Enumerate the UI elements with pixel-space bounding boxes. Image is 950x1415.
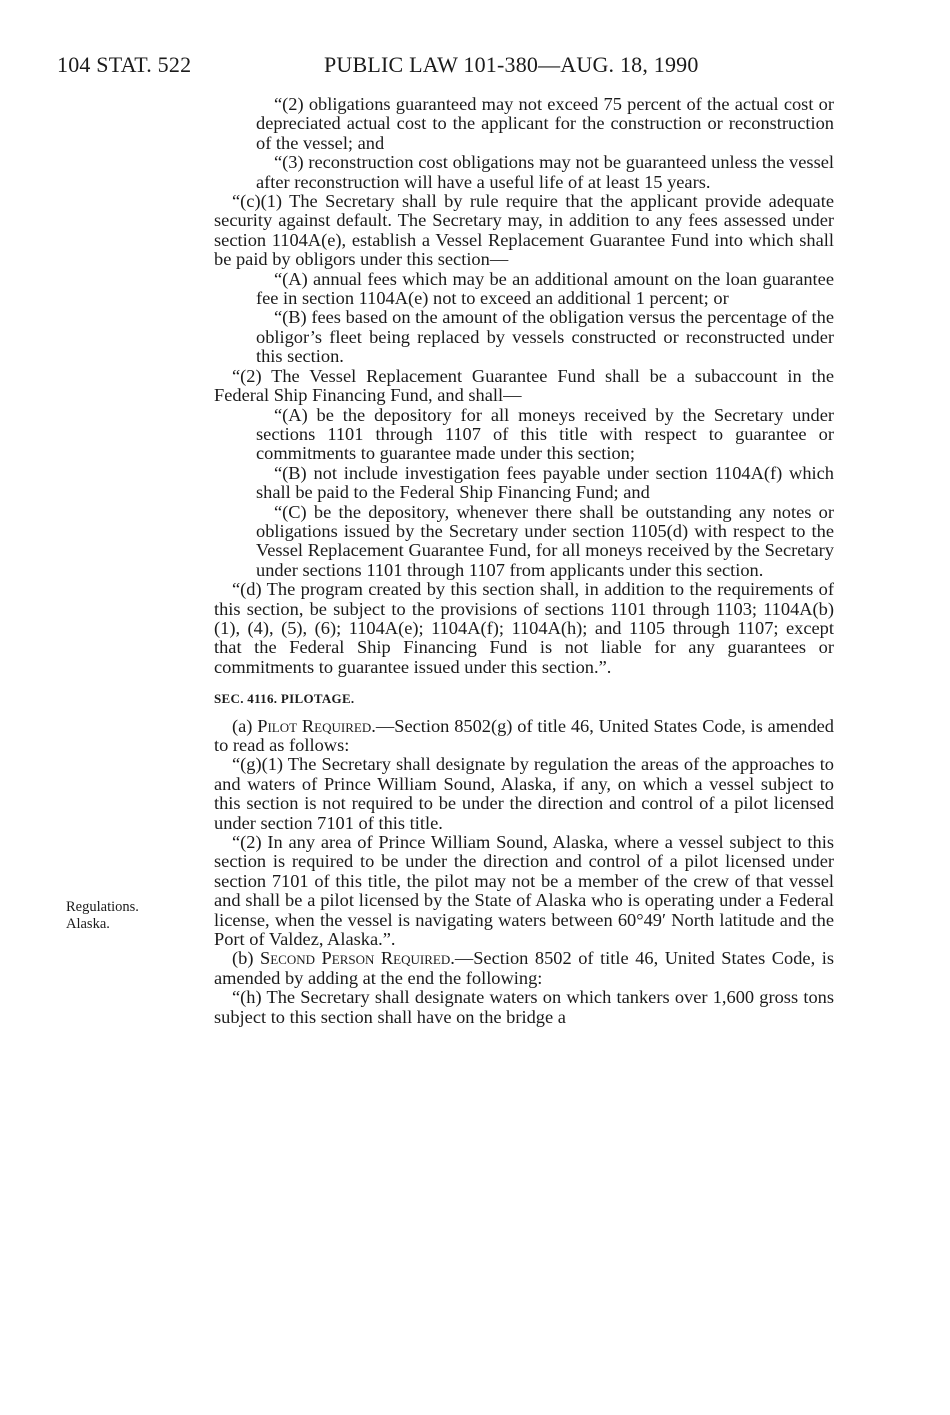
page-header	[57, 52, 837, 84]
paragraph-g1-designate: “(g)(1) The Secretary shall designate by regulation the areas of the approaches to and waters of Prince William Sound, Alaska, if any, on which a vessel subject to this section is not required to be under the direction and control of a pilot licensed under section 7101 of this title.	[214, 754, 834, 833]
paragraph-second-person: (b) Second Person Required.—Section 8502 of title 46, United States Code, is amended by adding at the end the following:	[214, 948, 834, 988]
paragraph-obligations-limit: “(2) obligations guaranteed may not exceed 75 percent of the actual cost or depreciated actual cost to the applicant for the construction or reconstruction of the vessel; and	[256, 94, 834, 153]
paragraph-fees-based: “(B) fees based on the amount of the obligation versus the percentage of the obligor’s fleet being replaced by vessels constructed or reconstructed under this section.	[256, 307, 834, 367]
paragraph-reconstruction-cost: “(3) reconstruction cost obligations may not be guaranteed unless the vessel after reconstruction will have a useful life of at least 15 years.	[256, 152, 834, 192]
pilot-required-text: —Section 8502(g) of title 46, United States Code, is amended to read as follows:	[214, 715, 834, 755]
second-person-label: Second Person Required.	[259, 948, 455, 969]
pilot-required-label: Pilot Required.	[257, 715, 376, 736]
paragraph-outstanding-notes: “(C) be the depository, whenever there shall be outstanding any notes or obligations issued by the Secretary under section 1105(d) with respect to the Vessel Replacement Guarantee Fund, for all moneys received by the Secretary under sections 1101 through 1107 from applicants under this section.	[256, 501, 834, 580]
paragraph-annual-fees: “(A) annual fees which may be an additional amount on the loan guarantee fee in section 1104A(e) not to exceed an additional 1 percent; or	[256, 268, 834, 309]
paragraph-c1-security: “(c)(1) The Secretary shall by rule require that the applicant provide adequate security against default. The Secretary may, in addition to any fees assessed under section 1104A(e), establish a Vessel Replacement Guarantee Fund into which shall be paid by obligors under this section—	[214, 191, 834, 270]
paragraph-investigation-fees: “(B) not include investigation fees payable under section 1104A(f) which shall be paid to the Federal Ship Financing Fund; and	[256, 462, 834, 503]
body-text	[214, 95, 834, 1027]
stat-reference: 104 STAT. 522	[57, 52, 192, 77]
paragraph-h-designate: “(h) The Secretary shall designate waters on which tankers over 1,600 gross tons subject to this section shall have on the bridge a	[214, 987, 834, 1027]
paragraph-pilot-required: (a) Pilot Required.—Section 8502(g) of title 46, United States Code, is amended to read as follows:	[214, 715, 834, 755]
law-reference: PUBLIC LAW 101-380—AUG. 18, 1990	[324, 52, 699, 77]
second-person-text: —Section 8502 of title 46, United States Code, is amended by adding at the end the following:	[214, 948, 834, 988]
section-heading: SEC. 4116. PILOTAGE.	[214, 691, 355, 707]
margin-note-alaska: Alaska.	[66, 916, 110, 932]
paragraph-c2-fund: “(2) The Vessel Replacement Guarantee Fund shall be a subaccount in the Federal Ship Financing Fund, and shall—	[214, 365, 834, 406]
margin-note	[66, 899, 139, 933]
paragraph-g2-area: “(2) In any area of Prince William Sound, Alaska, where a vessel subject to this section is required to be under the direction and control of a pilot licensed under section 7101 of this title, the pilot may not be a member of the crew of that vessel and shall be a pilot licensed by the State of Alaska who is operating under a Federal license, when the vessel is navigating waters between 60°49′ North latitude and the Port of Valdez, Alaska.”.	[214, 832, 834, 950]
paragraph-depository: “(A) be the depository for all moneys received by the Secretary under sections 1101 through 1107 of this title with respect to guarantee or commitments to guarantee made under this section;	[256, 404, 834, 464]
paragraph-d-program: “(d) The program created by this section shall, in addition to the requirements of this section, be subject to the provisions of sections 1101 through 1103; 1104A(b) (1), (4), (5), (6); 1104A(e); 1104A(f); 1104A(h); and 1105 through 1107; except that the Federal Ship Financing Fund is not liable for any guarantees or commitments to guarantee issued under this section.”.	[214, 579, 834, 677]
margin-note-regulations: Regulations.	[66, 899, 139, 915]
